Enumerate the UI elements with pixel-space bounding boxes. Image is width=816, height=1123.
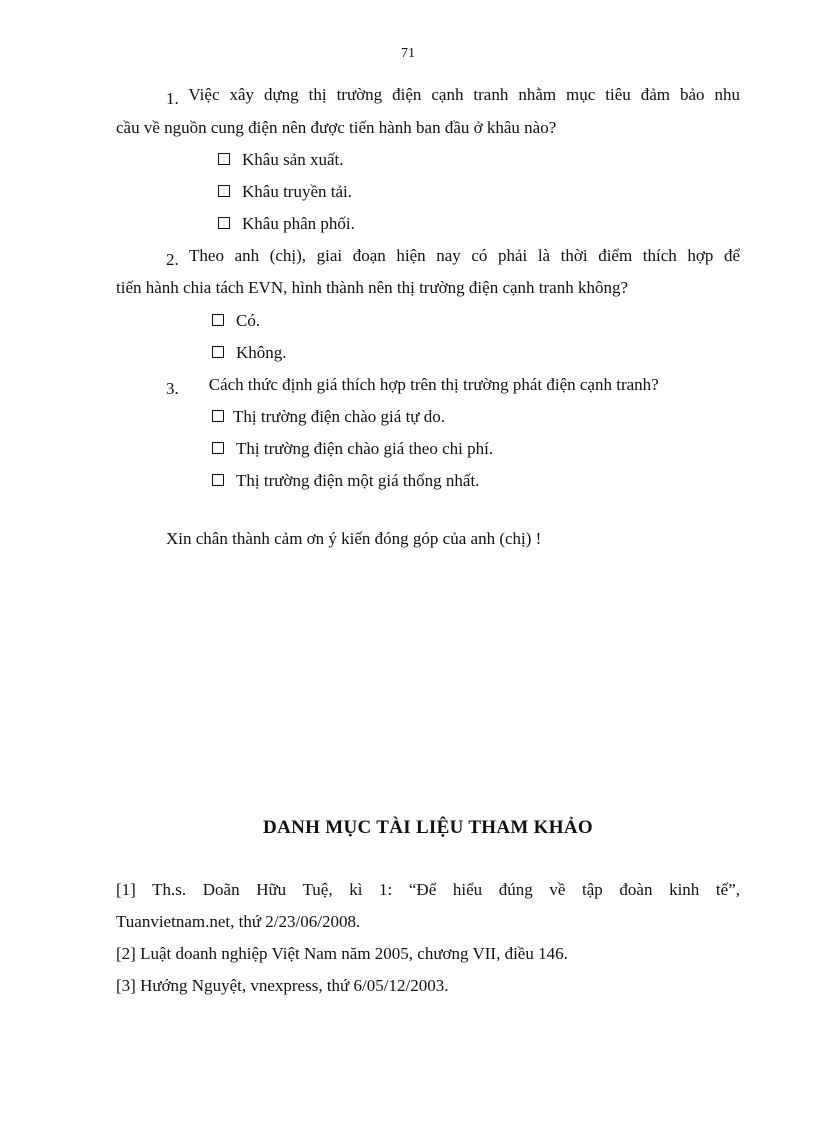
question-1-line-1 xyxy=(166,84,740,110)
question-1-option-2 xyxy=(218,181,352,203)
option-label: Thị trường điện chào giá tự do. xyxy=(233,407,446,426)
question-1-line-2: cầu về nguồn cung điện nên được tiến hành ban đầu ở khâu nào? xyxy=(116,118,557,137)
question-3-text: Cách thức định giá thích hợp trên thị trường phát điện cạnh tranh? xyxy=(208,375,659,394)
checkbox[interactable] xyxy=(218,153,230,165)
question-3-option-1 xyxy=(212,406,445,428)
page-number: 71 xyxy=(401,46,415,61)
option-label: Khâu truyền tải. xyxy=(242,182,352,201)
checkbox[interactable] xyxy=(212,442,224,454)
option-label: Thị trường điện chào giá theo chi phí. xyxy=(236,439,494,458)
closing-note: Xin chân thành cảm ơn ý kiến đóng góp của anh (chị) ! xyxy=(166,529,542,548)
checkbox[interactable] xyxy=(218,217,230,229)
question-3-number: 3. xyxy=(166,379,179,398)
question-3-option-2 xyxy=(212,438,493,460)
checkbox[interactable] xyxy=(212,474,224,486)
option-label: Không. xyxy=(236,343,287,362)
question-2-text: Theo anh (chị), giai đoạn hiện nay có phải là thời điểm thích hợp để xyxy=(189,246,740,265)
option-label: Có. xyxy=(236,311,261,330)
checkbox[interactable] xyxy=(212,314,224,326)
references-title: DANH MỤC TÀI LIỆU THAM KHẢO xyxy=(263,817,593,838)
option-label: Thị trường điện một giá thống nhất. xyxy=(236,471,480,490)
option-label: Khâu phân phối. xyxy=(242,214,355,233)
question-1-option-1 xyxy=(218,149,344,171)
checkbox[interactable] xyxy=(212,410,224,422)
option-label: Khâu sản xuất. xyxy=(242,150,344,169)
question-1-text: Việc xây dựng thị trường điện cạnh tranh nhằm mục tiêu đảm bảo nhu xyxy=(188,85,740,104)
question-2-line-2: tiến hành chia tách EVN, hình thành nên thị trường điện cạnh tranh không? xyxy=(116,278,629,297)
question-1-option-3 xyxy=(218,213,355,235)
reference-3: [3] Hướng Nguyệt, vnexpress, thứ 6/05/12/2003. xyxy=(116,976,449,995)
checkbox[interactable] xyxy=(218,185,230,197)
question-2-option-1 xyxy=(212,310,260,332)
question-2-line-1 xyxy=(166,245,740,271)
question-2-option-2 xyxy=(212,342,287,364)
checkbox[interactable] xyxy=(212,346,224,358)
question-2-number: 2. xyxy=(166,250,179,269)
question-1-number: 1. xyxy=(166,89,179,108)
reference-1-line-2: Tuanvietnam.net, thứ 2/23/06/2008. xyxy=(116,912,361,931)
question-3-line-1 xyxy=(166,374,659,400)
reference-2: [2] Luật doanh nghiệp Việt Nam năm 2005, chương VII, điều 146. xyxy=(116,944,568,963)
reference-1-line-1: [1] Th.s. Doãn Hữu Tuệ, kì 1: “Để hiểu đúng về tập đoàn kinh tế”, xyxy=(116,880,740,899)
question-3-option-3 xyxy=(212,470,479,492)
